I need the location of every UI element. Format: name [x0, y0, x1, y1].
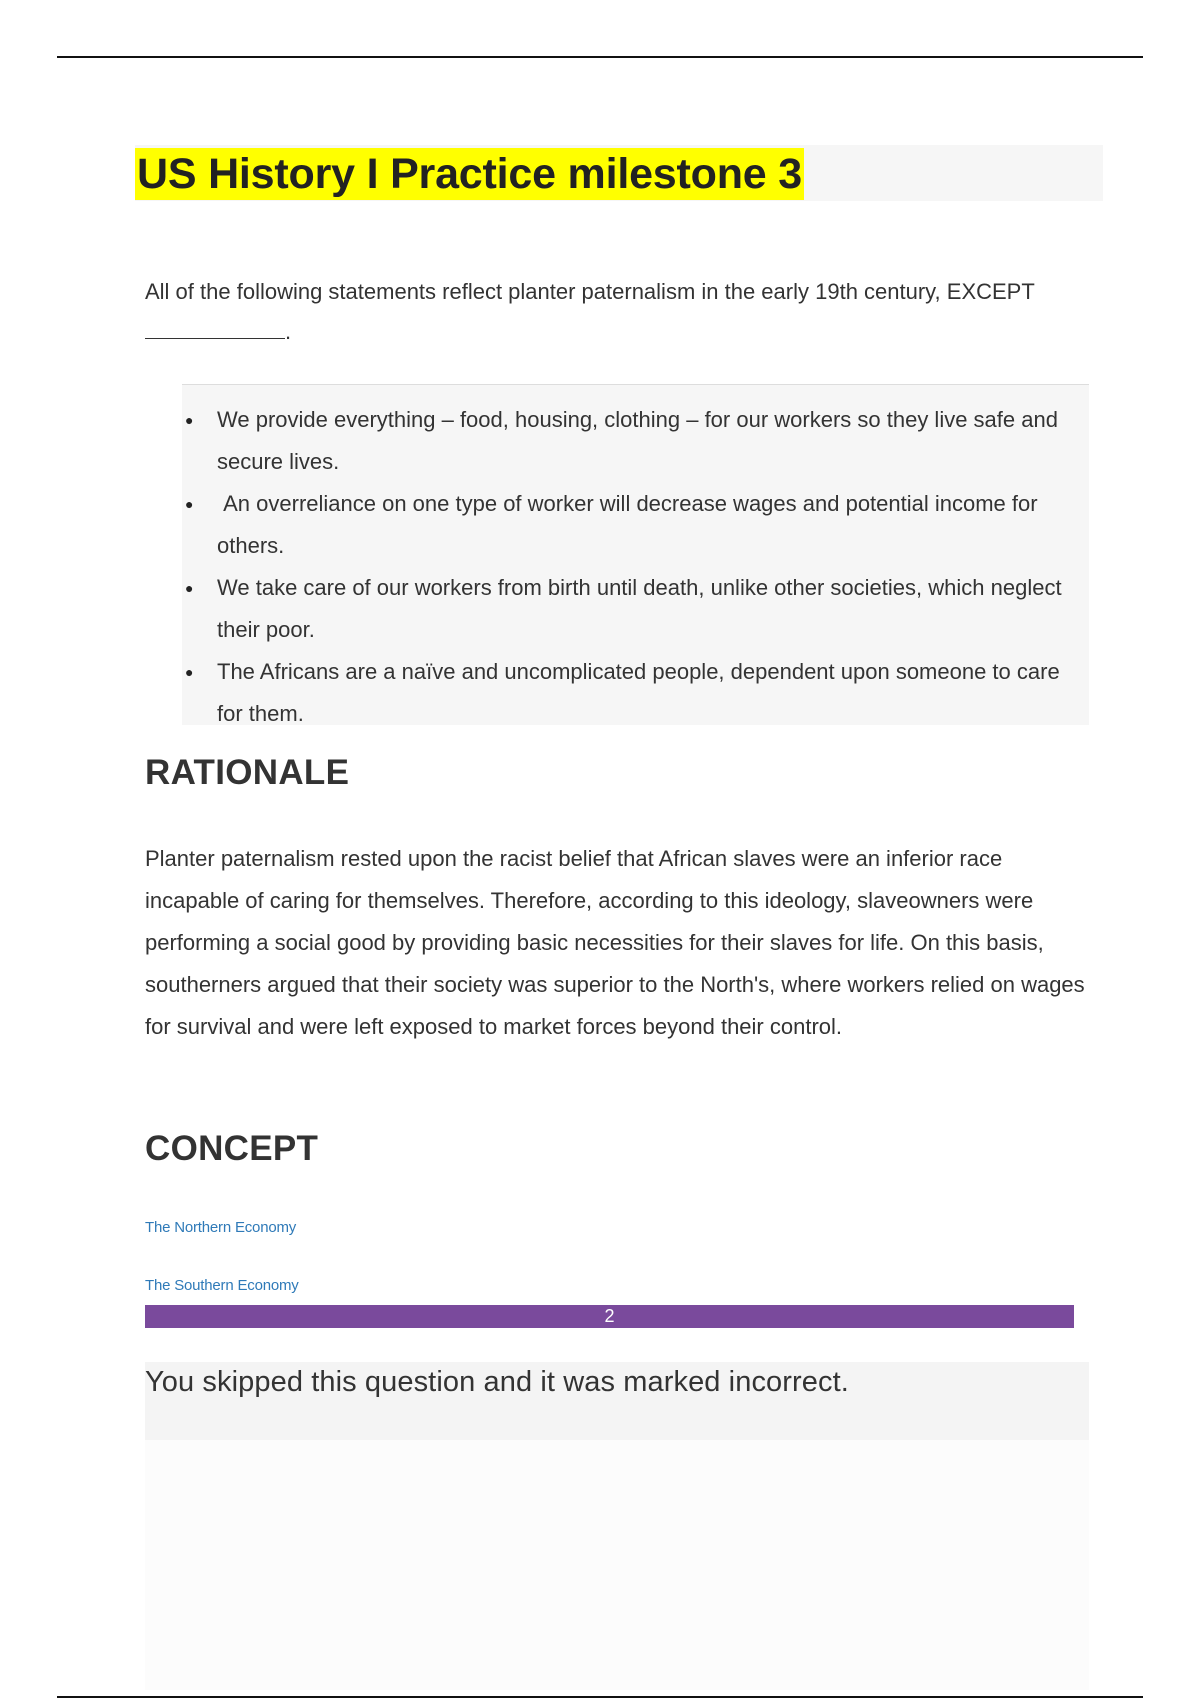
question-suffix: . [285, 319, 292, 344]
answer-option-text: An overreliance on one type of worker will decrease wages and potential income for others. [217, 491, 1044, 558]
bullet-icon: ● [185, 664, 194, 680]
answer-option[interactable] [182, 567, 1089, 651]
answer-option[interactable] [182, 399, 1089, 483]
answer-option-text: The Africans are a naïve and uncomplicated people, dependent upon someone to care for them. [217, 659, 1060, 726]
bullet-icon: ● [185, 580, 194, 596]
question-stem: All of the following statements reflect planter paternalism in the early 19th century, EXCEPT [145, 279, 1035, 304]
concept-heading: CONCEPT [145, 1129, 319, 1168]
answer-option-text: We provide everything – food, housing, clothing – for our workers so they live safe and secure lives. [217, 407, 1058, 474]
answer-options-panel [182, 384, 1089, 725]
answer-blank [145, 316, 285, 339]
bullet-icon: ● [185, 412, 194, 428]
answer-option[interactable] [182, 651, 1089, 735]
answer-option[interactable] [182, 483, 1089, 567]
question-text [145, 272, 1045, 352]
result-panel [145, 1362, 1089, 1440]
blank-panel [145, 1440, 1089, 1690]
answer-option-text: We take care of our workers from birth until death, unlike other societies, which neglect their poor. [217, 575, 1062, 642]
rationale-text: Planter paternalism rested upon the racist belief that African slaves were an inferior race incapable of caring for themselves. Therefore, according to this ideology, slaveowners were performing a social good by providing basic necessities for their slaves for life. On this basis, southerners argued that their society was superior to the North's, where workers relied on wages for survival and were left exposed to market forces beyond their control. [145, 846, 1085, 1039]
document-title: US History I Practice milestone 3 [137, 150, 802, 198]
concept-link-southern-economy[interactable]: The Southern Economy [145, 1277, 299, 1294]
rationale-heading: RATIONALE [145, 753, 350, 792]
answer-options-list [182, 385, 1089, 735]
concept-link-northern-economy[interactable]: The Northern Economy [145, 1219, 297, 1236]
result-message: You skipped this question and it was marked incorrect. [145, 1366, 849, 1398]
top-rule [57, 56, 1143, 58]
bullet-icon: ● [185, 496, 194, 512]
bottom-rule [57, 1696, 1143, 1698]
page-number-bar: 2 [145, 1305, 1074, 1328]
